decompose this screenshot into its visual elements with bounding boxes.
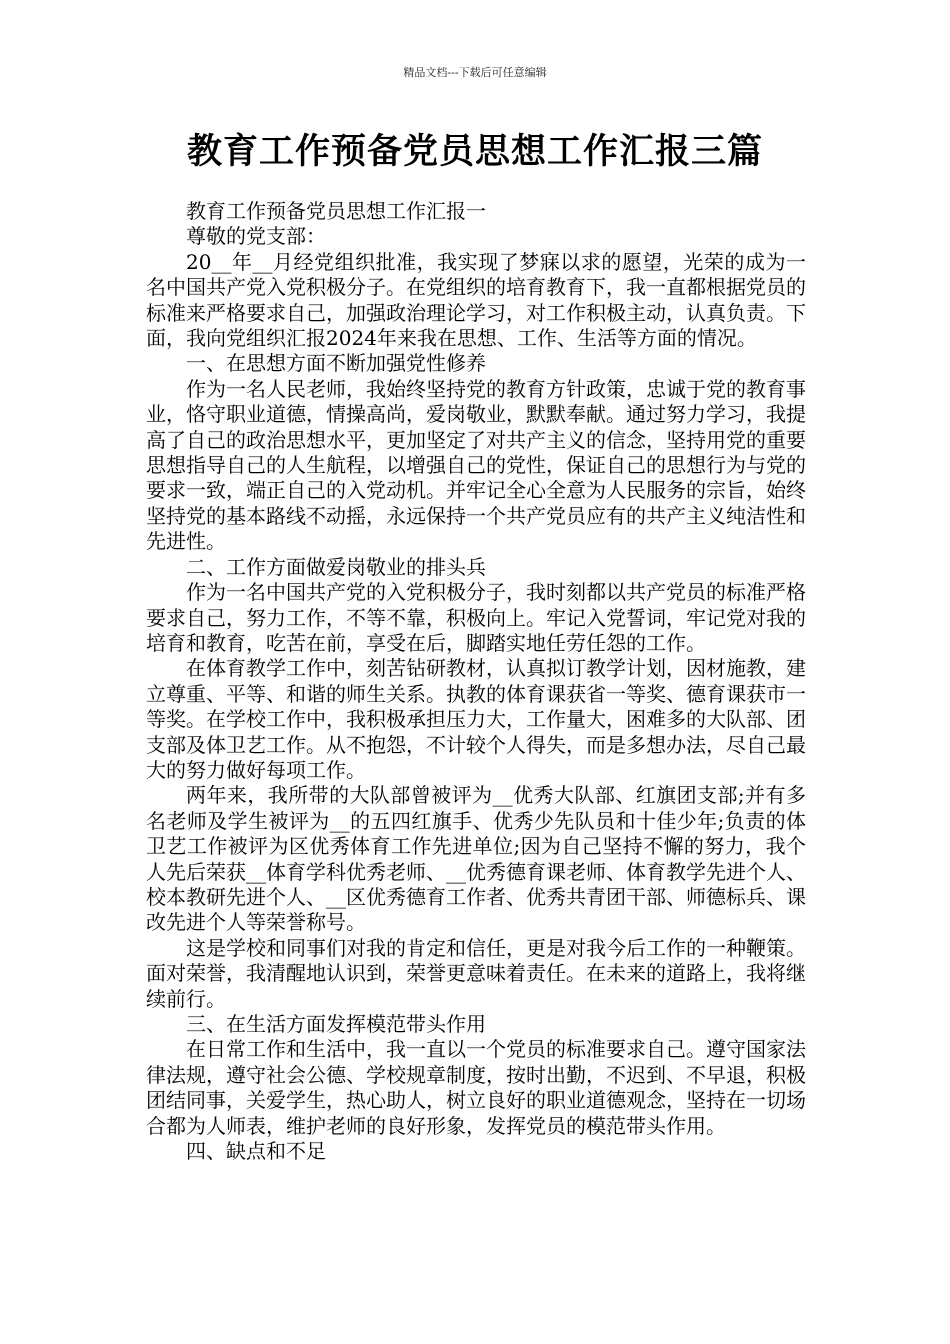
paragraph: 作为一名人民老师，我始终坚持党的教育方针政策，忠诚于党的教育事业，恪守职业道德，情操高尚，爱岗敬业，默默奉献。通过努力学习，我提高了自己的政治思想水平，更加坚定了对共产主义的信念，坚持用党的重要思想指导自己的人生航程，以增强自己的党性，保证自己的思想行为与党的要求一致，端正自己的入党动机。并牢记全心全意为人民服务的宗旨，始终坚持党的基本路线不动摇，永远保持一个共产党员应有的共产主义纯洁性和先进性。 [146, 376, 806, 554]
document-body [146, 199, 806, 1164]
subsection-heading: 一、在思想方面不断加强党性修养 [186, 351, 486, 376]
salutation: 尊敬的党支部： [186, 224, 326, 249]
paragraph: 这是学校和同事们对我的肯定和信任，更是对我今后工作的一种鞭策。面对荣誉，我清醒地认识到，荣誉更意味着责任。在未来的道路上，我将继续前行。 [146, 935, 806, 1011]
document-title: 教育工作预备党员思想工作汇报三篇 [186, 131, 763, 172]
subsection-heading: 四、缺点和不足 [186, 1139, 326, 1164]
subsection-heading: 二、工作方面做爱岗敬业的排头兵 [186, 554, 486, 579]
paragraph: 作为一名中国共产党的入党积极分子，我时刻都以共产党员的标准严格要求自己，努力工作，不等不靠，积极向上。牢记入党誓词，牢记党对我的培育和教育，吃苦在前，享受在后，脚踏实地任劳任怨的工作。 [146, 580, 806, 655]
paragraph: 在体育教学工作中，刻苦钻研教材，认真拟订教学计划，因材施教，建立尊重、平等、和谐的师生关系。执教的体育课获省一等奖、德育课获市一等奖。在学校工作中，我积极承担压力大，工作量大，困难多的大队部、团支部及体卫艺工作。从不抱怨，不计较个人得失，而是多想办法，尽自己最大的努力做好每项工作。 [146, 656, 806, 782]
section-heading: 教育工作预备党员思想工作汇报一 [186, 199, 486, 223]
paragraph: 在日常工作和生活中，我一直以一个党员的标准要求自己。遵守国家法律法规，遵守社会公德、学校规章制度，按时出勤，不迟到、不早退，积极团结同事，关爱学生，热心助人，树立良好的职业道德观念，坚持在一切场合都为人师表，维护老师的良好形象，发挥党员的模范带头作用。 [146, 1037, 806, 1138]
subsection-heading: 三、在生活方面发挥模范带头作用 [186, 1012, 486, 1036]
header-note: 精品文档---下载后可任意编辑 [403, 66, 547, 79]
paragraph: 20__年__月经党组织批准，我实现了梦寐以求的愿望，光荣的成为一名中国共产党入党积极分子。在党组织的培育教育下，我一直都根据党员的标准来严格要求自己，加强政治理论学习，对工作积极主动，认真负责。下面，我向党组织汇报2024年来我在思想、工作、生活等方面的情况。 [146, 249, 806, 351]
paragraph: 两年来，我所带的大队部曾被评为__优秀大队部、红旗团支部;并有多名老师及学生被评为__的五四红旗手、优秀少先队员和十佳少年;负责的体卫艺工作被评为区优秀体育工作先进单位;因为自己坚持不懈的努力，我个人先后荣获__体育学科优秀老师、__优秀德育课老师、体育教学先进个人、校本教研先进个人、__区优秀德育工作者、优秀共青团干部、师德标兵、课改先进个人等荣誉称号。 [146, 783, 806, 935]
